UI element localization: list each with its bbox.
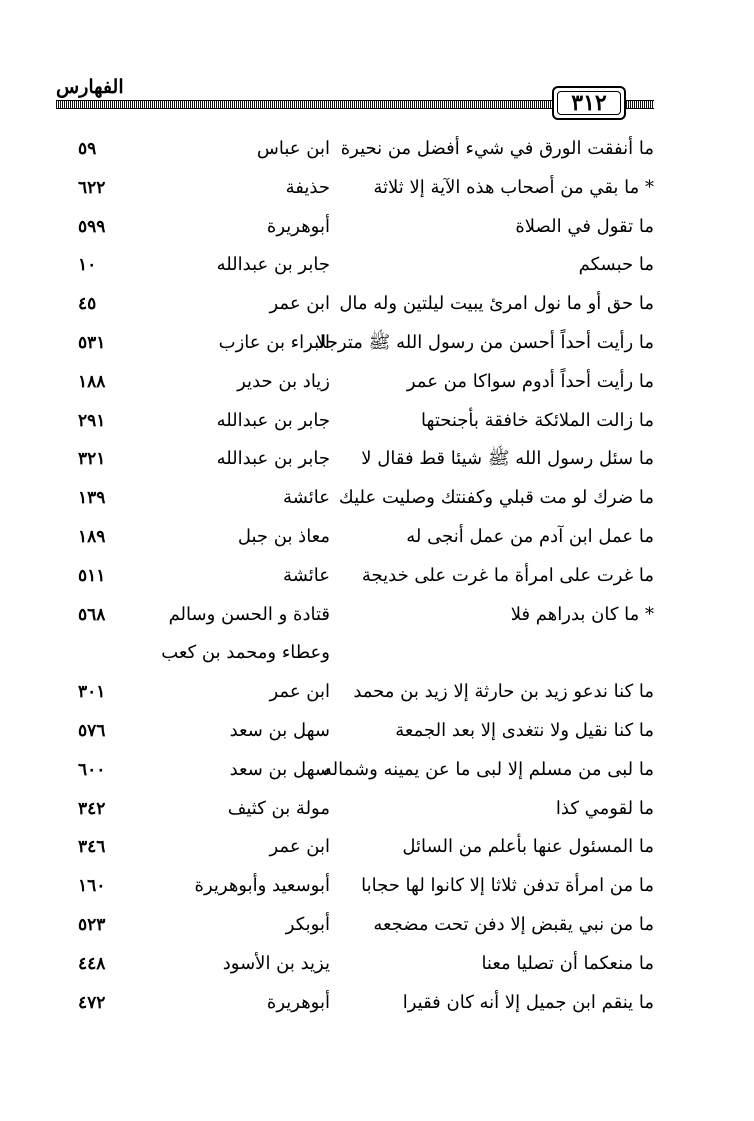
narrator: معاذ بن جبل — [237, 525, 330, 547]
page-ref: ٤٧٢ — [78, 992, 106, 1013]
header-rule-right — [626, 100, 654, 109]
narrator: جابر بن عبدالله — [216, 448, 330, 470]
index-row — [0, 867, 754, 906]
index-row — [0, 363, 754, 402]
index-row — [0, 790, 754, 829]
index-row — [0, 945, 754, 984]
page-ref: ٣٤٢ — [78, 798, 106, 819]
narrator: يزيد بن الأسود — [222, 952, 330, 974]
page-ref: ٤٥ — [78, 294, 97, 315]
page-number: ٣١٢ — [571, 90, 607, 116]
narrator: زياد بن حدير — [237, 370, 330, 392]
page-ref: ٣٤٦ — [78, 837, 106, 858]
index-row — [0, 479, 754, 518]
narrator: حذيفة — [285, 176, 330, 198]
narrator: أبوسعيد وأبوهريرة — [194, 875, 330, 897]
index-row — [0, 673, 754, 712]
index-row — [0, 285, 754, 324]
index-row — [0, 596, 754, 635]
page-ref: ١٨٩ — [78, 526, 106, 547]
hadith-text: ما منعكما أن تصليا معنا — [481, 952, 654, 974]
narrator: ابن عمر — [269, 836, 330, 858]
page-number-box — [552, 86, 626, 120]
page-ref: ٦٠٠ — [78, 759, 106, 780]
index-row — [0, 828, 754, 867]
hadith-text: ما لبى من مسلم إلا لبى ما عن يمينه وشماله — [322, 758, 654, 780]
narrator: البراء بن عازب — [218, 331, 330, 353]
hadith-text: ما رأيت أحداً أحسن من رسول الله ﷺ مترجلا — [316, 331, 654, 353]
narrator: ابن عباس — [256, 138, 330, 159]
hadith-text: ما رأيت أحداً أدوم سواكا من عمر — [406, 370, 654, 392]
index-row — [0, 130, 754, 169]
page-ref: ٦٢٢ — [78, 177, 106, 198]
index-row — [0, 402, 754, 441]
page-ref: ١٣٩ — [78, 488, 106, 509]
page-ref: ٣٠١ — [78, 682, 106, 703]
hadith-text: ما سئل رسول الله ﷺ شيئا قط فقال لا — [361, 448, 654, 470]
page-ref: ٤٤٨ — [78, 953, 106, 974]
narrator: مولة بن كثيف — [227, 797, 330, 819]
page-ref: ٢٩١ — [78, 410, 106, 431]
hadith-text: ما تقول في الصلاة — [515, 215, 654, 237]
hadith-text: ما عمل ابن آدم من عمل أنجى له — [406, 525, 654, 547]
hadith-text: ما زالت الملائكة خافقة بأجنحتها — [421, 409, 654, 431]
index-row — [0, 984, 754, 1023]
index-row — [0, 246, 754, 285]
narrator: جابر بن عبدالله — [216, 254, 330, 276]
hadith-text: ما حق أو ما نول امرئ يبيت ليلتين وله مال — [339, 293, 654, 315]
narrator: ابن عمر — [269, 681, 330, 703]
index-row — [0, 712, 754, 751]
narrator: أبوهريرة — [266, 991, 330, 1013]
narrator: أبوهريرة — [266, 215, 330, 237]
index-row — [0, 557, 754, 596]
narrator: سهل بن سعد — [229, 719, 330, 741]
index-row — [0, 440, 754, 479]
section-title: الفهارس — [56, 76, 124, 98]
hadith-text: ما من امرأة تدفن ثلاثا إلا كانوا لها حجابا — [361, 875, 654, 897]
page-ref: ٥٣١ — [78, 332, 106, 353]
hadith-text: * ما بقي من أصحاب هذه الآية إلا ثلاثة — [373, 176, 654, 198]
hadith-text: ما لقومي كذا — [555, 797, 654, 819]
page-ref: ١٠ — [78, 255, 97, 276]
hadith-text: ما ضرك لو مت قبلي وكفنتك وصليت عليك — [338, 487, 654, 509]
page-header — [0, 0, 754, 130]
hadith-text: ما ينقم ابن جميل إلا أنه كان فقيرا — [402, 991, 654, 1013]
header-rule-left — [56, 100, 552, 109]
hadith-text: ما غرت على امرأة ما غرت على خديجة — [361, 564, 654, 586]
index-row — [0, 634, 754, 673]
page-ref: ١٨٨ — [78, 371, 106, 392]
narrator: عائشة — [283, 487, 330, 509]
index-row — [0, 324, 754, 363]
hadith-text: ما كنا نقيل ولا نتغدى إلا بعد الجمعة — [395, 719, 654, 741]
index-row — [0, 518, 754, 557]
page-ref: ٣٢١ — [78, 449, 106, 470]
narrator: أبوبكر — [285, 913, 330, 935]
index-row — [0, 906, 754, 945]
narrator: سهل بن سعد — [229, 758, 330, 780]
narrator: عائشة — [283, 564, 330, 586]
index-row — [0, 751, 754, 790]
hadith-text: ما من نبي يقبض إلا دفن تحت مضجعه — [373, 913, 654, 935]
hadith-text: * ما كان بدراهم فلا — [510, 603, 654, 625]
narrator: قتادة و الحسن وسالم — [168, 603, 330, 625]
narrator: جابر بن عبدالله — [216, 409, 330, 431]
page-ref: ٥٧٦ — [78, 720, 106, 741]
page-ref: ٥٩٩ — [78, 216, 106, 237]
hadith-text: ما أنفقت الورق في شيء أفضل من نحيرة — [340, 138, 654, 159]
index-row — [0, 208, 754, 247]
hadith-text: ما حبسكم — [578, 254, 654, 276]
page-ref: ٥٦٨ — [78, 604, 106, 625]
page-ref: ٥٢٣ — [78, 914, 106, 935]
page-ref: ٥١١ — [78, 565, 106, 586]
narrator: ابن عمر — [269, 293, 330, 315]
narrator: وعطاء ومحمد بن كعب — [161, 642, 330, 664]
index-list — [0, 130, 754, 1022]
page-ref: ١٦٠ — [78, 876, 106, 897]
hadith-text: ما كنا ندعو زيد بن حارثة إلا زيد بن محمد — [353, 681, 654, 703]
hadith-text: ما المسئول عنها بأعلم من السائل — [402, 836, 654, 858]
index-row — [0, 169, 754, 208]
page-ref: ٥٩ — [78, 139, 97, 159]
